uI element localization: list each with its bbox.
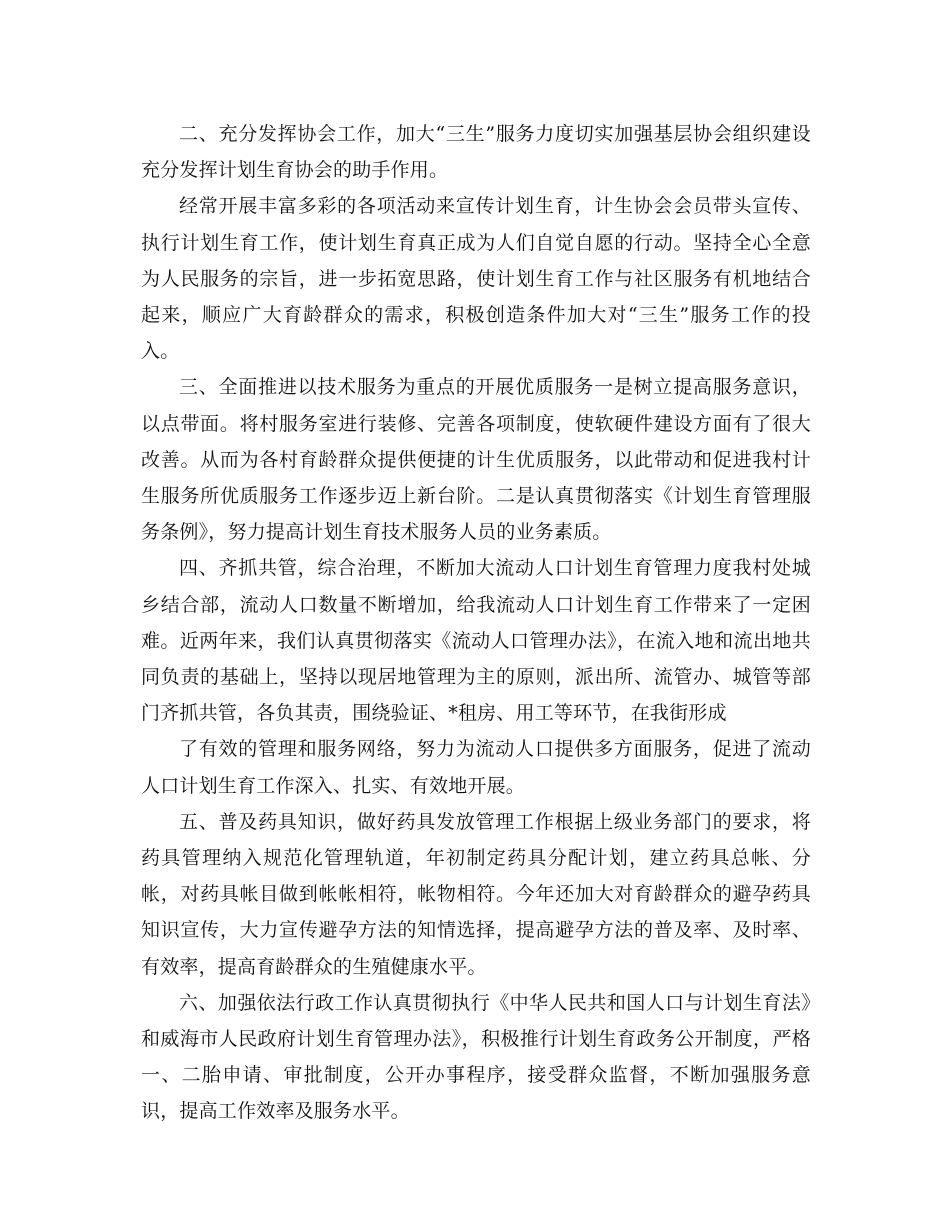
paragraph-section-three: 三、全面推进以技术服务为重点的开展优质服务一是树立提高服务意识，以点带面。将村服务室进行装修、完善各项制度，使软硬件建设方面有了很大改善。从而为各村育龄群众提供便捷的计生优质服务，以此带动和促进我村计生服务所优质服务工作逐步迈上新台阶。二是认真贯彻落实《计划生育管理服务条例》，努力提高计划生育技术服务人员的业务素质。 [141, 376, 811, 544]
paragraph-section-two: 二、充分发挥协会工作，加大“三生”服务力度切实加强基层协会组织建设充分发挥计划生育协会的助手作用。 [141, 123, 811, 182]
paragraph-section-four: 四、齐抓共管，综合治理，不断加大流动人口计划生育管理力度我村处城乡结合部，流动人口数量不断增加，给我流动人口计划生育工作带来了一定困难。近两年来，我们认真贯彻落实《流动人口管理办法》，在流入地和流出地共同负责的基础上，坚持以现居地管理为主的原则，派出所、流管办、城管等部门齐抓共管，各负其责，围绕验证、*租房、用工等环节，在我街形成 [141, 557, 811, 725]
document-body [141, 116, 811, 1130]
paragraph-association-activities: 经常开展丰富多彩的各项活动来宣传计划生育，计生协会会员带头宣传、执行计划生育工作，使计划生育真正成为人们自觉自愿的行动。坚持全心全意为人民服务的宗旨，进一步拓宽思路，使计划生育工作与社区服务有机地结合起来，顺应广大育龄群众的需求，积极创造条件加大对“三生”服务工作的投入。 [141, 195, 811, 363]
paragraph-section-five: 五、普及药具知识，做好药具发放管理工作根据上级业务部门的要求，将药具管理纳入规范化管理轨道，年初制定药具分配计划，建立药具总帐、分帐，对药具帐目做到帐帐相符，帐物相符。今年还加大对育龄群众的避孕药具知识宣传，大力宣传避孕方法的知情选择，提高避孕方法的普及率、及时率、有效率，提高育龄群众的生殖健康水平。 [141, 810, 811, 978]
paragraph-section-six: 六、加强依法行政工作认真贯彻执行《中华人民共和国人口与计划生育法》和威海市人民政府计划生育管理办法》，积极推行计划生育政务公开制度，严格一、二胎申请、审批制度，公开办事程序，接受群众监督，不断加强服务意识，提高工作效率及服务水平。 [141, 991, 811, 1123]
paragraph-section-four-continued: 了有效的管理和服务网络，努力为流动人口提供多方面服务，促进了流动人口计划生育工作深入、扎实、有效地开展。 [141, 738, 811, 797]
